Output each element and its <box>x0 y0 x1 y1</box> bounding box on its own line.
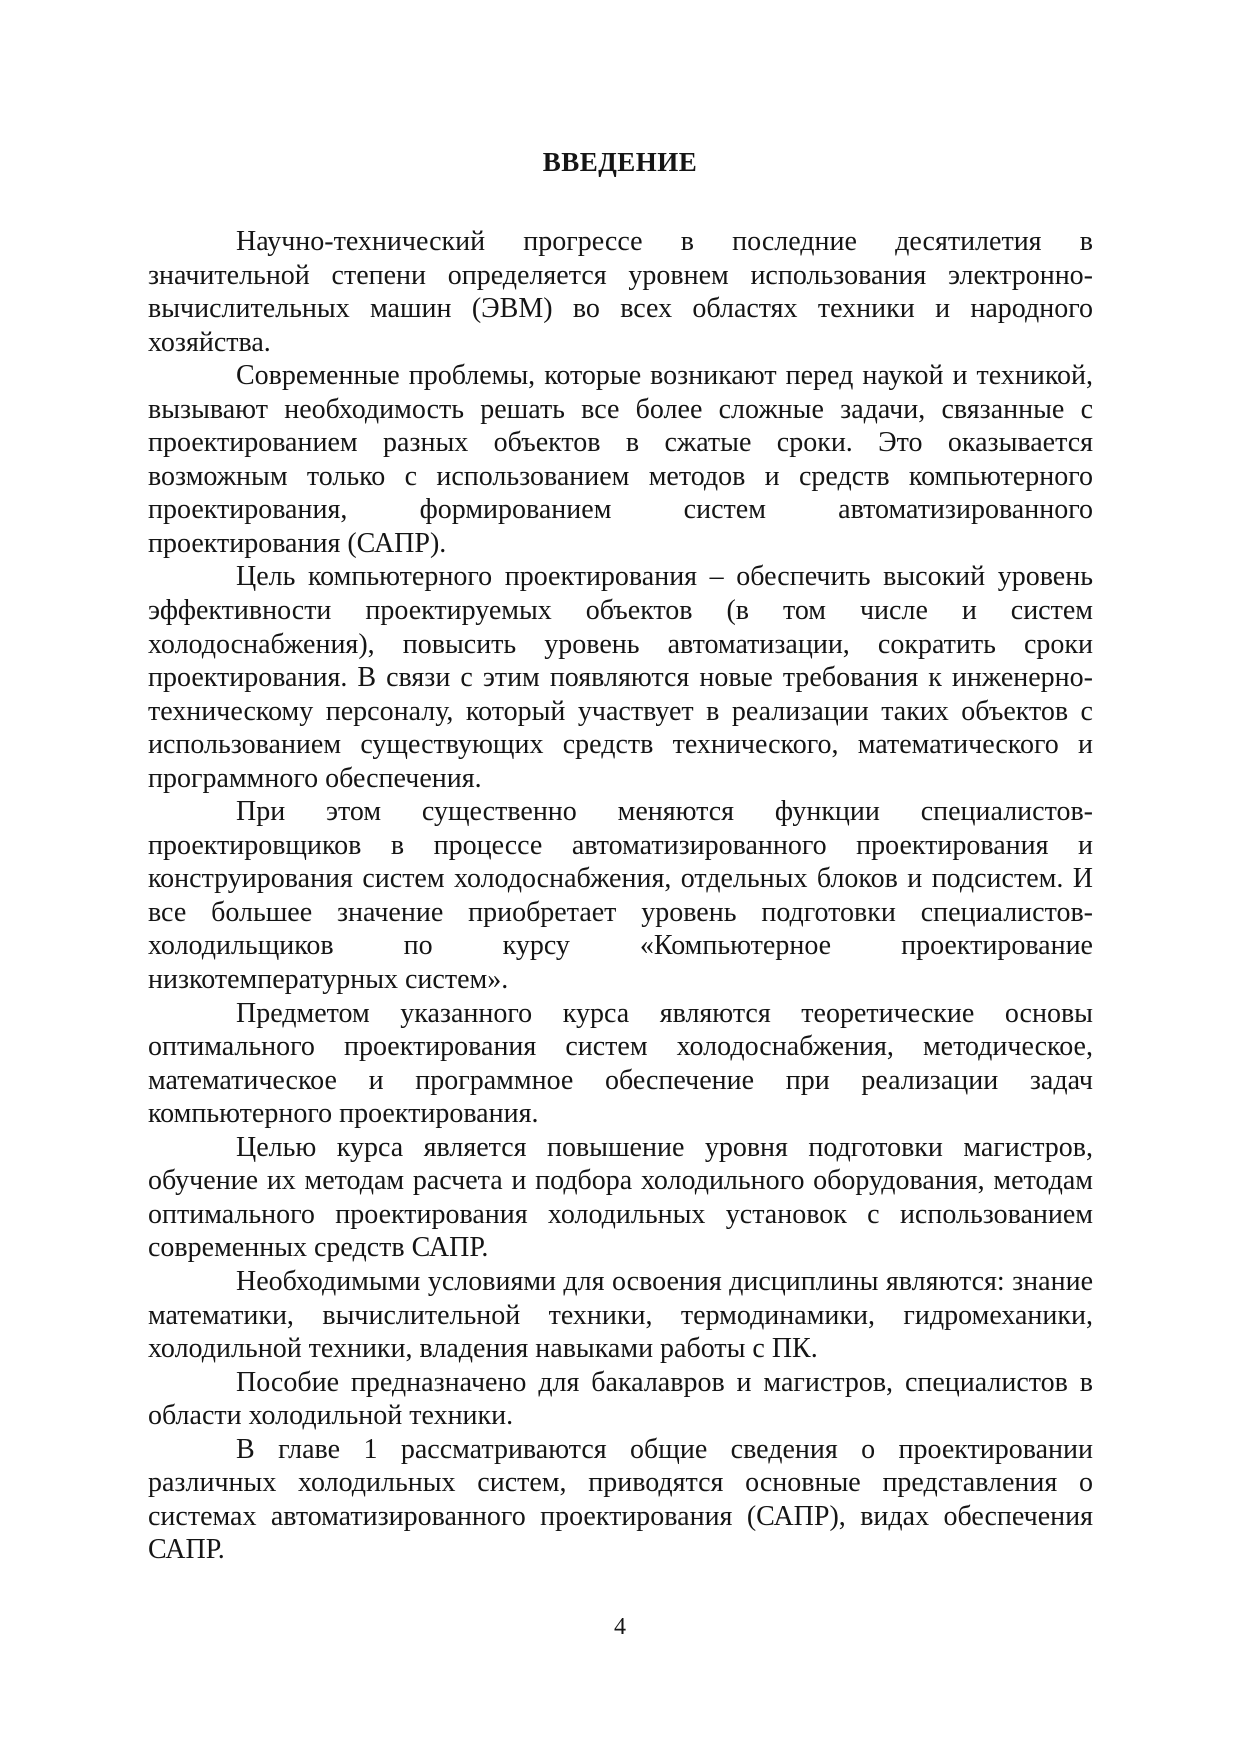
page-number: 4 <box>614 1614 626 1640</box>
paragraph-8: Пособие предназначено для бакалавров и магистров, специалистов в области холодильной техники. <box>148 1366 1093 1432</box>
paragraph-6: Целью курса является повышение уровня подготовки магистров, обучение их методам расчета и подбора холодильного оборудования, методам оптимального проектирования холодильных установок с использованием современных средств САПР. <box>148 1131 1093 1264</box>
paragraph-2: Современные проблемы, которые возникают перед наукой и техникой, вызывают необходимость решать все более сложные задачи, связанные с проектированием разных объектов в сжатые сроки. Это оказывается возможным только с использованием методов и средств компьютерного проектирования, формированием систем автоматизированного проектирования (САПР). <box>148 360 1093 559</box>
paragraph-4: При этом существенно меняются функции специалистов-проектировщиков в процессе автоматизированного проектирования и конструирования систем холодоснабжения, отдельных блоков и подсистем. И все большее значение приобретает уровень подготовки специалистов-холодильщиков по курсу «Компьютерное проектирование низкотемпературных систем». <box>148 796 1093 996</box>
section-title: ВВЕДЕНИЕ <box>542 147 698 177</box>
paragraph-1: Научно-технический прогрессе в последние десятилетия в значительной степени определяется уровнем использования электронно-вычислительных машин (ЭВМ) во всех областях техники и народного хозяйства. <box>148 226 1093 358</box>
paragraph-3: Цель компьютерного проектирования – обеспечить высокий уровень эффективности проектируемых объектов (в том числе и систем холодоснабжения), повысить уровень автоматизации, сократить сроки проектирования. В связи с этим появляются новые требования к инженерно-техническому персоналу, который участвует в реализации таких объектов с использованием существующих средств технического, математического и программного обеспечения. <box>148 561 1093 794</box>
paragraph-5: Предметом указанного курса являются теоретические основы оптимального проектирования систем холодоснабжения, методическое, математическое и программное обеспечение при реализации задач компьютерного проектирования. <box>148 997 1093 1130</box>
paragraph-9: В главе 1 рассматриваются общие сведения о проектировании различных холодильных систем, приводятся основные представления о системах автоматизированного проектирования (САПР), видах обеспечения САПР. <box>148 1433 1093 1566</box>
paragraph-7: Необходимыми условиями для освоения дисциплины являются: знание математики, вычислительной техники, термодинамики, гидромеханики, холодильной техники, владения навыками работы с ПК. <box>148 1265 1093 1365</box>
body-text <box>148 225 1093 1567</box>
